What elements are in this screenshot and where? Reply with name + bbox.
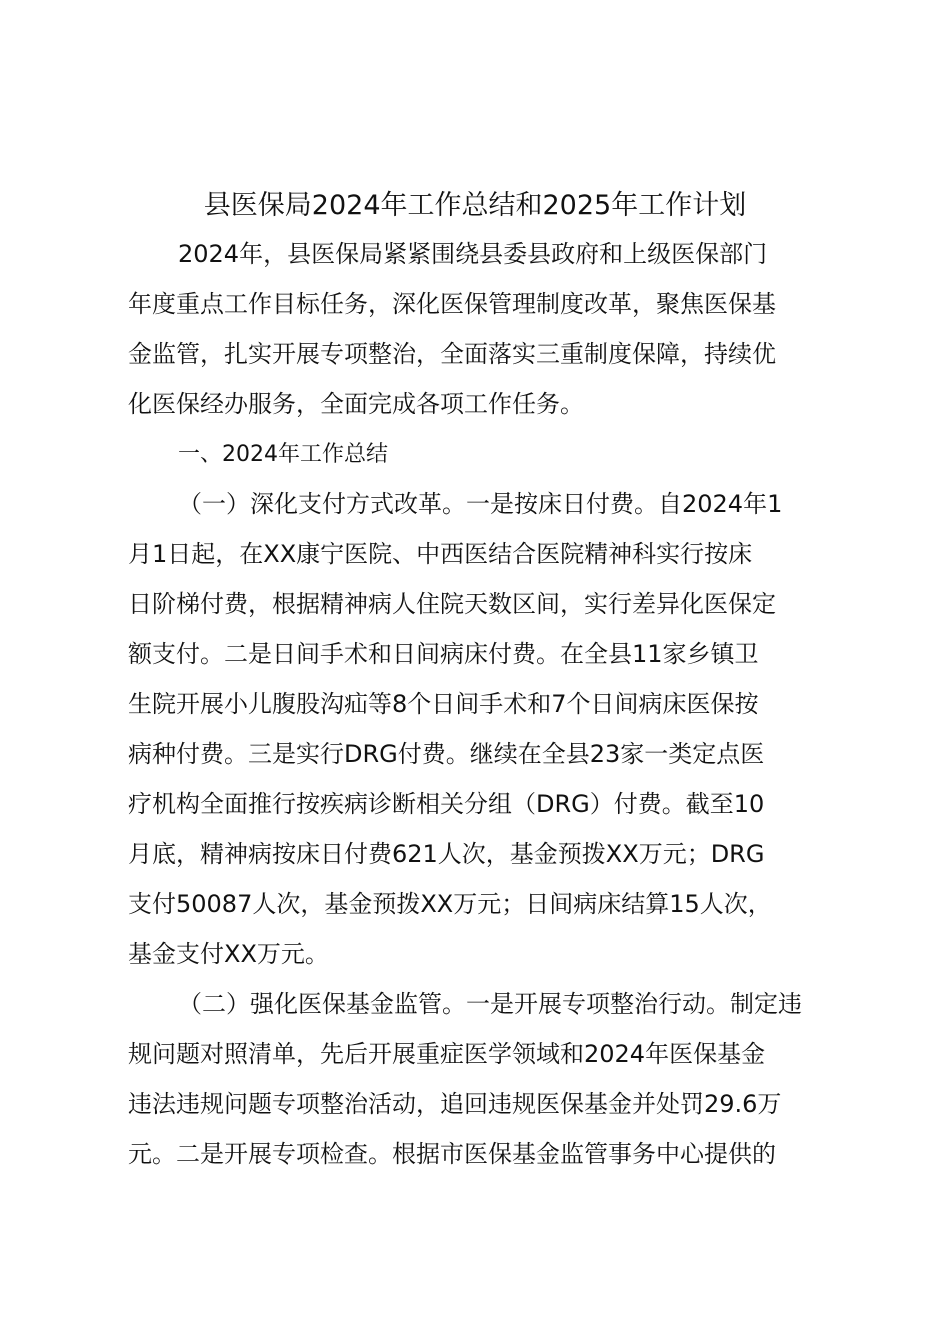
intro-line-2: 年度重点工作目标任务，深化医保管理制度改革，聚焦医保基 [128, 290, 776, 318]
item1-line-7: 疗机构全面推行按疾病诊断相关分组（DRG）付费。截至10 [128, 790, 765, 818]
section-heading: 一、2024年工作总结 [178, 442, 388, 467]
item1-line-9: 支付50087人次，基金预拨XX万元；日间病床结算15人次， [128, 890, 772, 918]
item1-line-5: 生院开展小儿腹股沟疝等8个日间手术和7个日间病床医保按 [128, 690, 759, 718]
item1-line-3: 日阶梯付费，根据精神病人住院天数区间，实行差异化医保定 [128, 590, 776, 618]
intro-line-4: 化医保经办服务，全面完成各项工作任务。 [128, 390, 584, 418]
intro-line-1: 2024年，县医保局紧紧围绕县委县政府和上级医保部门 [178, 240, 768, 268]
item2-line-3: 违法违规问题专项整治活动，追回违规医保基金并处罚29.6万 [128, 1090, 782, 1118]
document-title: 县医保局2024年工作总结和2025年工作计划 [203, 190, 747, 221]
item2-line-1: （二）强化医保基金监管。一是开展专项整治行动。制定违 [178, 990, 802, 1018]
item1-line-8: 月底，精神病按床日付费621人次，基金预拨XX万元；DRG [128, 840, 765, 868]
item1-line-1: （一）深化支付方式改革。一是按床日付费。自2024年1 [178, 490, 783, 518]
item1-line-4: 额支付。二是日间手术和日间病床付费。在全县11家乡镇卫 [128, 640, 759, 668]
intro-line-3: 金监管，扎实开展专项整治，全面落实三重制度保障，持续优 [128, 340, 776, 368]
item2-line-4: 元。二是开展专项检查。根据市医保基金监管事务中心提供的 [128, 1140, 776, 1168]
item1-line-2: 月1日起，在XX康宁医院、中西医结合医院精神科实行按床 [128, 540, 753, 568]
item1-line-10: 基金支付XX万元。 [128, 940, 329, 968]
item1-line-6: 病种付费。三是实行DRG付费。继续在全县23家一类定点医 [128, 740, 765, 768]
item2-line-2: 规问题对照清单，先后开展重症医学领域和2024年医保基金 [128, 1040, 766, 1068]
